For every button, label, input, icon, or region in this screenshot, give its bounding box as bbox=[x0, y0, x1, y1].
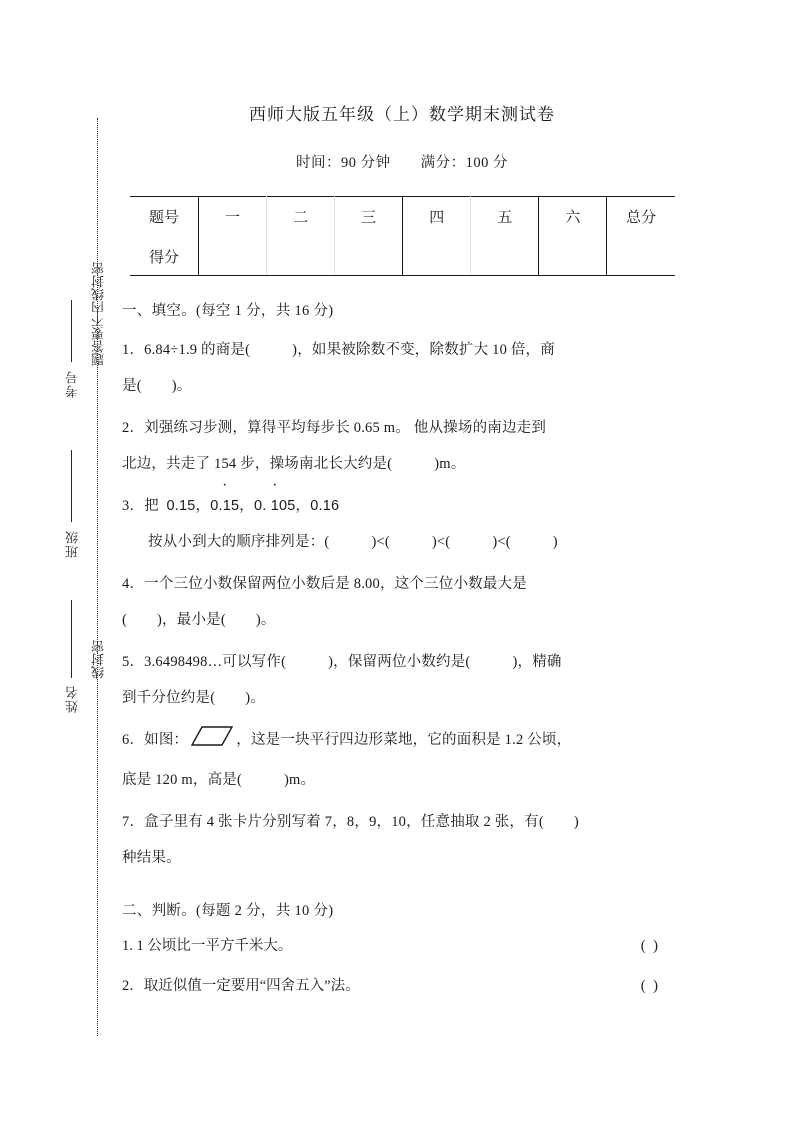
seal-warning-text-top: 题答要不内线封密 bbox=[91, 262, 106, 366]
question-6-line1-b: ，这是一块平行四边形菜地，它的面积是 1.2 公顷， bbox=[236, 732, 572, 748]
question-6 bbox=[122, 722, 682, 762]
question-3-line2 bbox=[122, 524, 682, 560]
question-5 bbox=[122, 644, 682, 680]
exam-content bbox=[122, 0, 682, 1006]
tf-item-2 bbox=[122, 966, 682, 1006]
score-table-row-label-1: 得分 bbox=[130, 237, 199, 276]
question-1-line2 bbox=[122, 368, 682, 404]
question-6-line1-a: 6．如图： bbox=[122, 732, 189, 748]
section-heading-2: 二、判断。(每题 2 分，共 10 分) bbox=[122, 903, 334, 919]
question-5-line2-a: 到千分位约是( bbox=[122, 690, 216, 706]
question-4-line2-c: )。 bbox=[255, 612, 276, 628]
question-1-line2-b: )。 bbox=[171, 378, 192, 394]
student-info-kaohao bbox=[52, 370, 92, 403]
question-6-line2-b: )m。 bbox=[284, 772, 316, 788]
student-info-xingming bbox=[52, 685, 92, 718]
question-3-value-4: 0.16 bbox=[310, 498, 340, 514]
question-2-line1: 2．刘强练习步测，算得平均每步长 0.65 m。 他从操场的南边走到 bbox=[122, 420, 547, 436]
question-3-value-3: 0. 105 · bbox=[254, 488, 296, 524]
score-table-header-row bbox=[130, 197, 675, 238]
seal-dotted-line bbox=[97, 118, 98, 1036]
question-3-value-1: 0.15 bbox=[166, 498, 196, 514]
student-info-banji-rule bbox=[71, 450, 72, 522]
score-table-score-row bbox=[130, 237, 675, 276]
score-cell-4[interactable] bbox=[403, 237, 471, 276]
question-3: 3．把 0.15，0.15 ·，0. 105 ·，0.16 bbox=[122, 488, 682, 524]
question-7 bbox=[122, 804, 682, 840]
section-heading-1: 一、填空。(每空 1 分，共 16 分) bbox=[122, 303, 334, 319]
tf-item-1-text: 1. 1 公顷比一平方千米大。 bbox=[122, 938, 293, 954]
score-table bbox=[130, 196, 675, 276]
score-cell-1[interactable] bbox=[199, 237, 267, 276]
question-2-line2-a: 北边，共走了 154 步，操场南北长大约是( bbox=[122, 456, 393, 472]
question-3-line2-a: 按从小到大的顺序排列是：( bbox=[148, 534, 330, 550]
question-7-line2 bbox=[122, 840, 682, 876]
question-3-line2-c: )<( bbox=[431, 534, 451, 550]
student-info-column bbox=[52, 300, 92, 860]
question-3-line2-e: ) bbox=[552, 534, 558, 550]
question-1-line2-a: 是( bbox=[122, 378, 142, 394]
tf-item-1-answer-box[interactable]: ( ) bbox=[640, 938, 660, 954]
seal-margin bbox=[0, 0, 118, 1121]
score-table-col-total: 总分 bbox=[607, 197, 675, 238]
section-fill-in-blank bbox=[122, 296, 682, 876]
student-info-banji-label: 班级 bbox=[64, 530, 80, 558]
tf-item-1 bbox=[122, 926, 682, 966]
score-table-col-1: 一 bbox=[199, 197, 267, 238]
question-3-line2-b: )<( bbox=[371, 534, 390, 550]
seal-warning-text-bottom: 线封密 bbox=[91, 640, 106, 679]
student-info-kaohao-rule bbox=[71, 300, 72, 362]
question-5-line2 bbox=[122, 680, 682, 716]
score-cell-total[interactable] bbox=[607, 237, 675, 276]
score-table-col-3: 三 bbox=[335, 197, 403, 238]
question-1 bbox=[122, 332, 682, 368]
score-table-col-5: 五 bbox=[471, 197, 539, 238]
question-4-line2 bbox=[122, 602, 682, 638]
question-1-line1-a: 1．6.84÷1.9 的商是( bbox=[122, 342, 251, 358]
question-7-line1-b: ) bbox=[573, 814, 579, 830]
question-3-line2-d: )<( bbox=[492, 534, 511, 550]
question-3-lead: 3．把 bbox=[122, 498, 159, 514]
student-info-kaohao-label: 考号 bbox=[64, 370, 80, 398]
parallelogram-icon bbox=[190, 724, 234, 762]
question-4 bbox=[122, 566, 682, 602]
question-7-line1-a: 7．盒子里有 4 张卡片分别写着 7，8，9，10，任意抽取 2 张，有( bbox=[122, 814, 544, 830]
score-table-row-label-0: 题号 bbox=[130, 197, 199, 238]
score-table-col-2: 二 bbox=[267, 197, 335, 238]
score-cell-6[interactable] bbox=[539, 237, 607, 276]
question-7-line2: 种结果。 bbox=[122, 850, 181, 866]
question-5-line1-b: )，保留两位小数约是( bbox=[328, 654, 471, 670]
question-5-line1-c: )，精确 bbox=[512, 654, 562, 670]
question-2-line2-b: )m。 bbox=[434, 456, 466, 472]
tf-item-2-answer-box[interactable]: ( ) bbox=[640, 978, 660, 994]
tf-item-2-text: 2．取近似值一定要用“四舍五入”法。 bbox=[122, 978, 360, 994]
student-info-xingming-label: 姓名 bbox=[64, 685, 80, 713]
score-table-col-6: 六 bbox=[539, 197, 607, 238]
score-cell-2[interactable] bbox=[267, 237, 335, 276]
question-6-line2-a: 底是 120 m，高是( bbox=[122, 772, 243, 788]
score-cell-5[interactable] bbox=[471, 237, 539, 276]
question-4-line2-b: )，最小是( bbox=[157, 612, 226, 628]
section-true-false bbox=[122, 896, 682, 1006]
question-2 bbox=[122, 410, 682, 446]
question-6-line2 bbox=[122, 762, 682, 798]
exam-meta-line: 时间：90 分钟 满分：100 分 bbox=[296, 155, 508, 171]
page-title: 西师大版五年级（上）数学期末测试卷 bbox=[249, 105, 555, 124]
student-info-banji bbox=[52, 530, 92, 563]
score-table-col-4: 四 bbox=[403, 197, 471, 238]
question-1-line1-b: )，如果被除数不变，除数扩大 10 倍，商 bbox=[292, 342, 555, 358]
question-3-value-2: 0.15 · bbox=[210, 488, 239, 524]
question-2-line2 bbox=[122, 446, 682, 482]
student-info-xingming-rule bbox=[71, 600, 72, 678]
question-4-line2-a: ( bbox=[122, 612, 128, 628]
score-cell-3[interactable] bbox=[335, 237, 403, 276]
question-5-line1-a: 5．3.6498498…可以写作( bbox=[122, 654, 287, 670]
question-5-line2-b: )。 bbox=[245, 690, 265, 706]
question-4-line1: 4．一个三位小数保留两位小数后是 8.00，这个三位小数最大是 bbox=[122, 576, 527, 592]
